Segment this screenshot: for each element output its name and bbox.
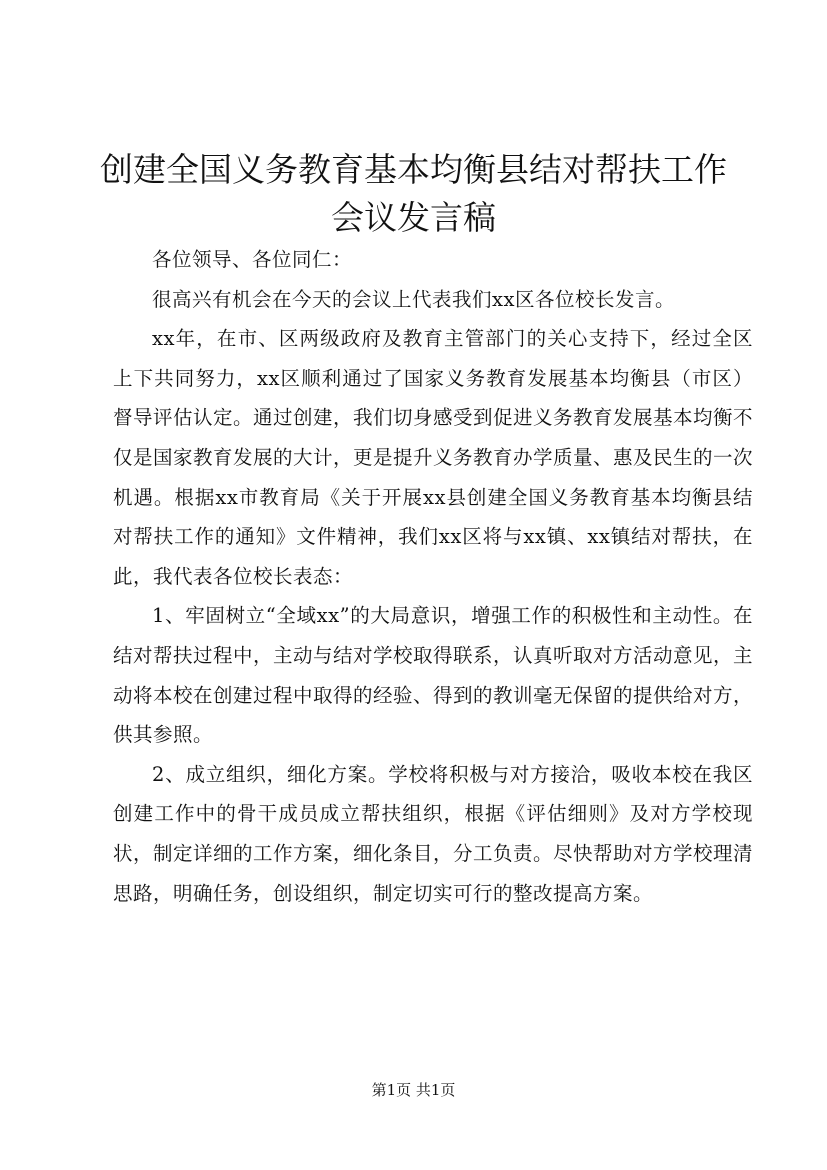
page-footer: 第1页 共1页 xyxy=(371,1081,456,1099)
paragraph-point-1: 1、牢固树立“全域xx”的大局意识，增强工作的积极性和主动性。在结对帮扶过程中，主动与结对学校取得联系，认真听取对方活动意见，主动将本校在创建过程中取得的经验、得到的教训毫无保留的提供给对方，供其参照。 xyxy=(113,604,754,747)
paragraph-opening: 很高兴有机会在今天的会议上代表我们xx区各位校长发言。 xyxy=(152,287,675,311)
paragraph-background: xx年，在市、区两级政府及教育主管部门的关心支持下，经过全区上下共同努力，xx区顺利通过了国家义务教育发展基本均衡县（市区）督导评估认定。通过创建，我们切身感受到促进义务教育发展基本均衡不仅是国家教育发展的大计，更是提升义务教育办学质量、惠及民生的一次机遇。根据xx市教育局《关于开展xx县创建全国义务教育基本均衡县结对帮扶工作的通知》文件精神，我们xx区将与xx镇、xx镇结对帮扶，在此，我代表各位校长表态： xyxy=(113,327,754,588)
document-body xyxy=(113,240,753,913)
paragraph-point-2: 2、成立组织，细化方案。学校将积极与对方接洽，吸收本校在我区创建工作中的骨干成员成立帮扶组织，根据《评估细则》及对方学校现状，制定详细的工作方案，细化条目，分工负责。尽快帮助对方学校理清思路，明确任务，创设组织，制定切实可行的整改提高方案。 xyxy=(113,762,754,905)
document-title: 创建全国义务教育基本均衡县结对帮扶工作会议发言稿 xyxy=(100,150,727,237)
paragraph-salutation: 各位领导、各位同仁： xyxy=(152,248,353,271)
